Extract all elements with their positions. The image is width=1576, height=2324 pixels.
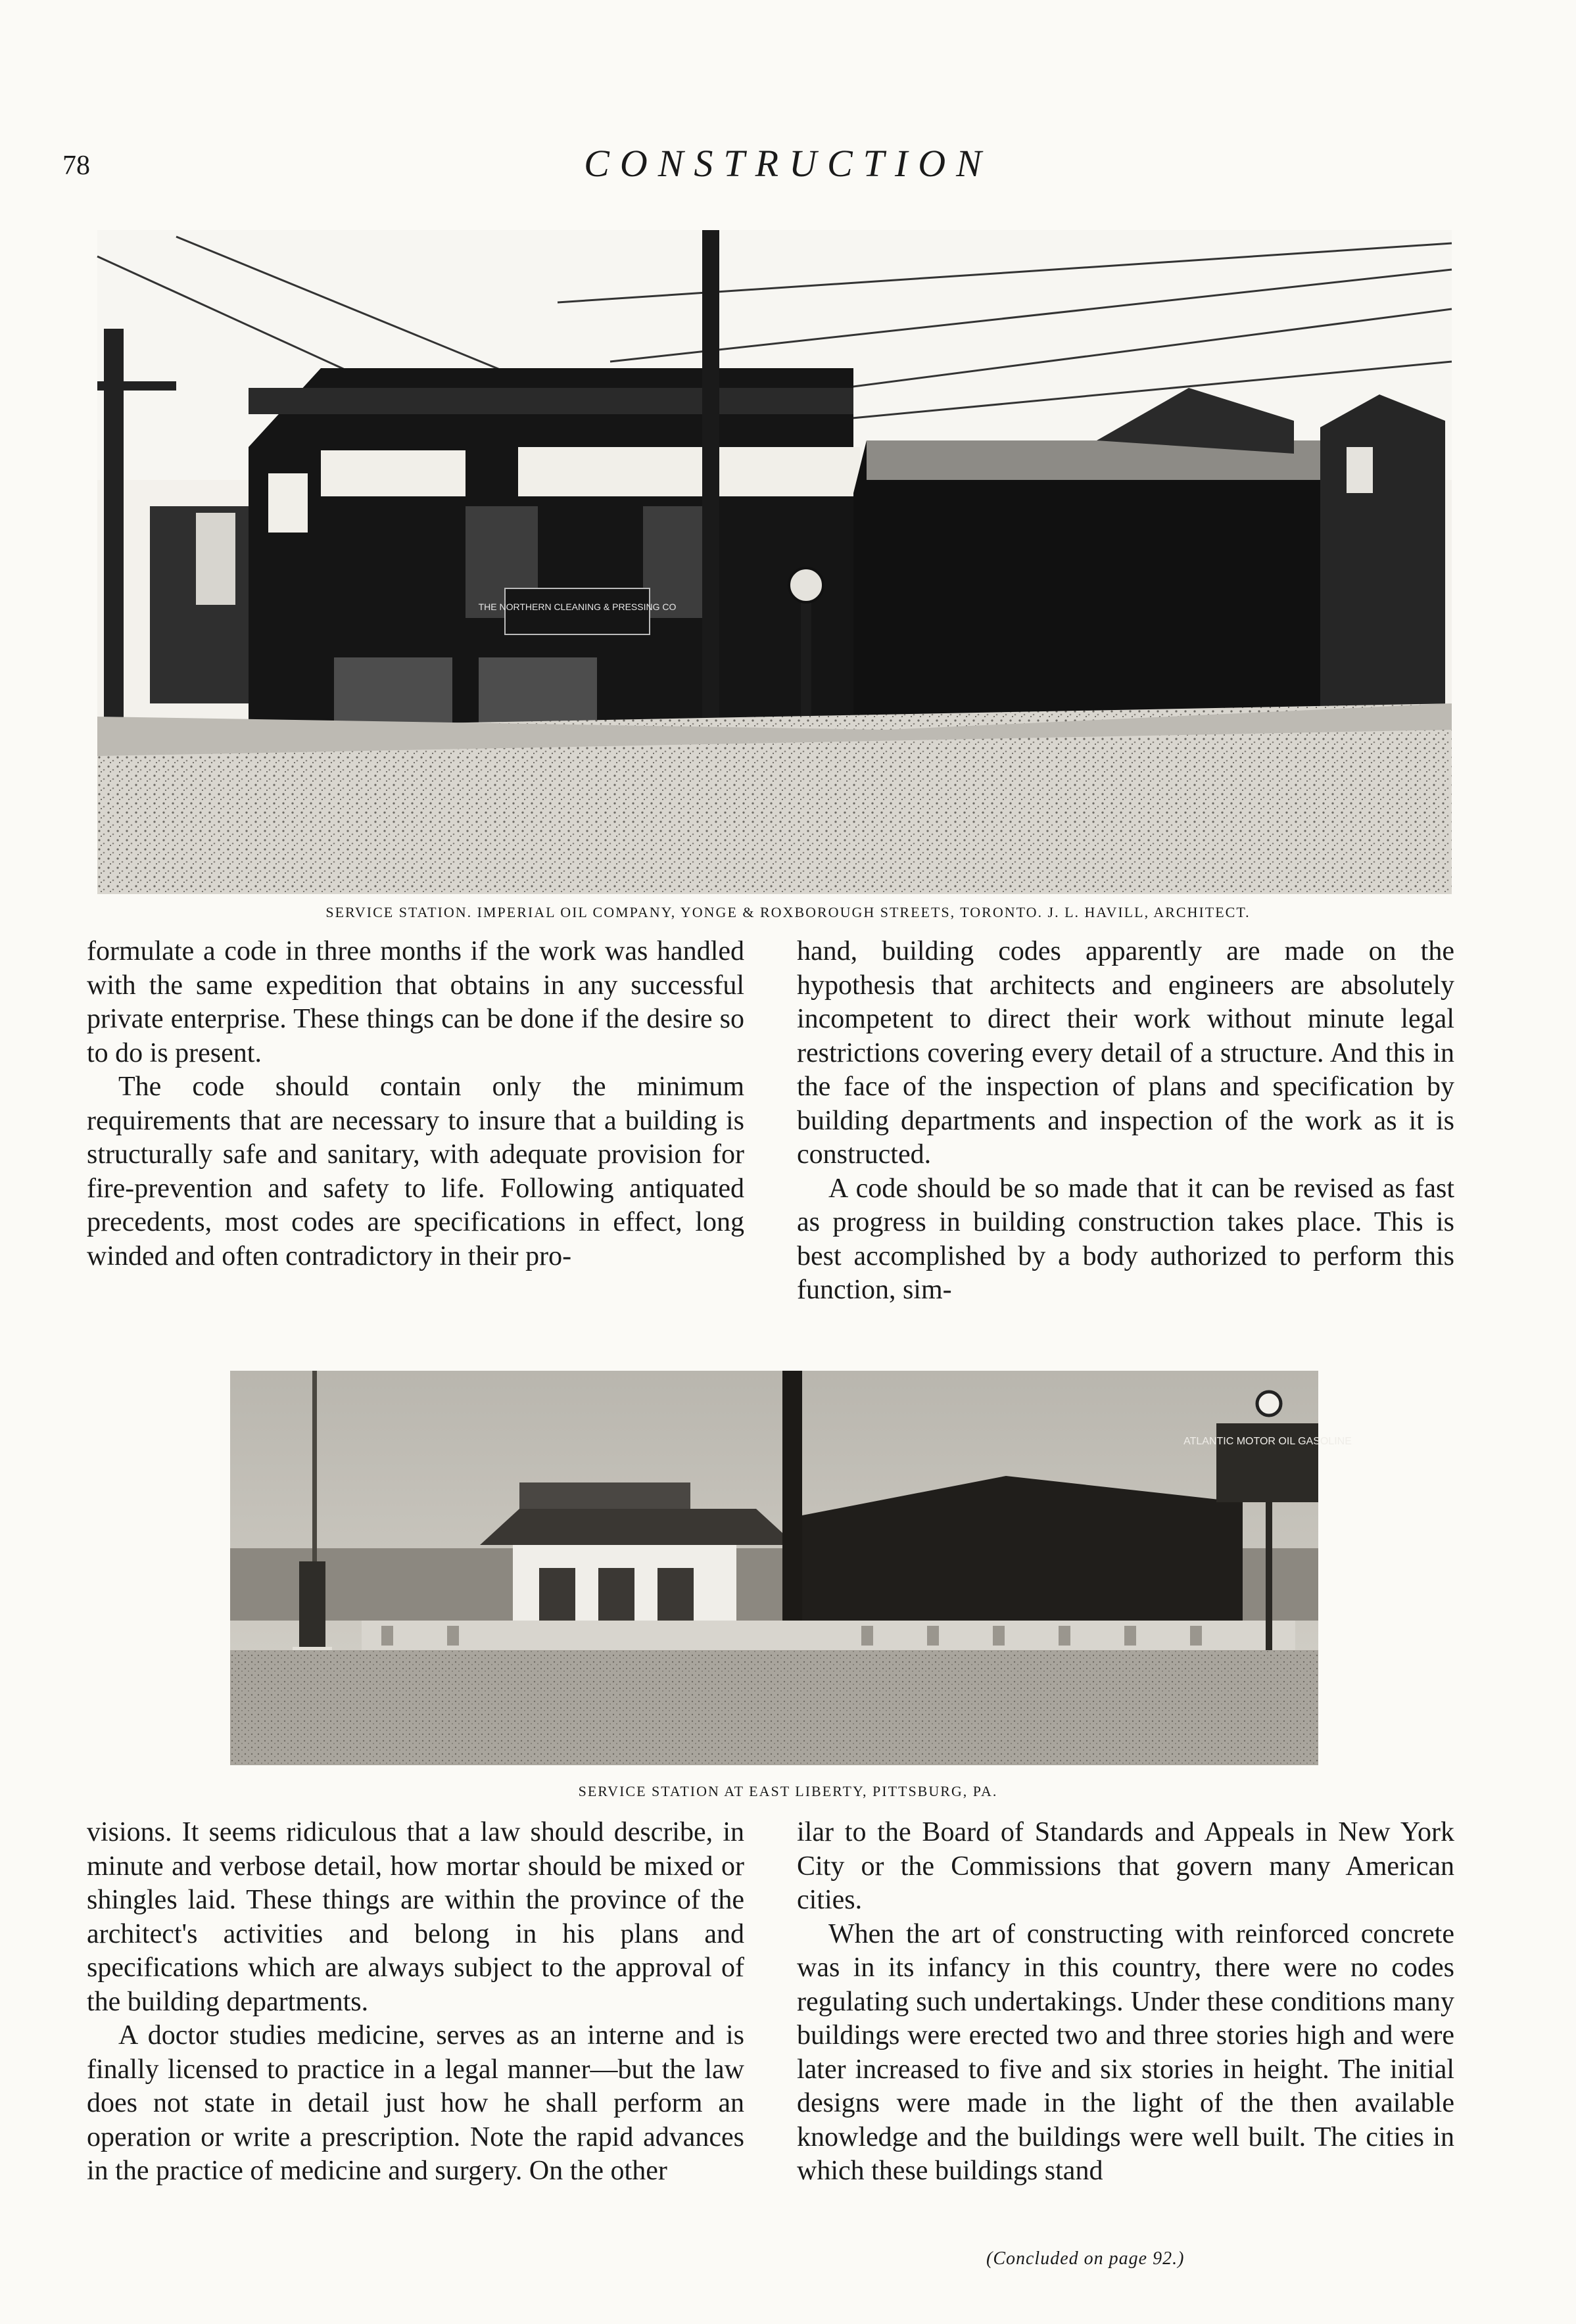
photo-toronto-service-station — [97, 230, 1452, 894]
continuation-note: (Concluded on page 92.) — [986, 2248, 1185, 2269]
figure-caption: SERVICE STATION AT EAST LIBERTY, PITTSBURG, PA. — [578, 1783, 998, 1799]
paragraph: When the art of constructing with reinforced concrete was in its infancy in this country, there were no codes regulating such undertakings. Under these conditions many buildings were erected two and three stories high and were later increased to five and six stories in height. The initial designs were made in the light of the then available knowledge and the buildings were well built. The cities in which these buildings stand — [797, 1918, 1454, 2186]
body-column-left-bottom — [87, 1816, 744, 2189]
paragraph: A code should be so made that it can be revised as fast as progress in building construction takes place. This is best accomplished by a body authorized to perform this function, sim- — [797, 1173, 1454, 1305]
body-column-right-bottom — [797, 1816, 1454, 2189]
page-number: 78 — [62, 151, 90, 181]
paragraph: A doctor studies medicine, serves as an interne and is finally licensed to practice in a legal manner—but the law does not state in detail just how he shall perform an operation or write a prescription. Note the rapid advances in the practice of medicine and surgery. On the other — [87, 2020, 744, 2186]
paragraph: visions. It seems ridiculous that a law should describe, in minute and verbose detail, how mortar should be mixed or shingles laid. These things are within the province of the architect's activities and belong in his plans and specifications which are always subject to the approval of the building departments. — [87, 1817, 744, 2017]
figure-caption: SERVICE STATION. IMPERIAL OIL COMPANY, YONGE & ROXBOROUGH STREETS, TORONTO. J. L. HAVILL, ARCHITECT. — [325, 904, 1251, 920]
cleaners-sign: THE NORTHERN CLEANING & PRESSING CO — [478, 602, 677, 612]
paragraph: formulate a code in three months if the work was handled with the same expedition that obtains in any successful private enterprise. These things can be done if the desire so to do is present. — [87, 936, 744, 1068]
paragraph: hand, building codes apparently are made on the hypothesis that architects and engineers are absolutely incompetent to direct their work without minute legal restrictions covering every detail of a structure. And this in the face of the inspection of plans and specification by building departments and inspection of the work as it is constructed. — [797, 936, 1454, 1170]
body-column-left-top — [87, 935, 744, 1273]
paragraph: ilar to the Board of Standards and Appeals in New York City or the Commissions that govern many American cities. — [797, 1817, 1454, 1915]
journal-title: CONSTRUCTION — [584, 142, 992, 185]
photo-east-liberty-service-station — [230, 1371, 1352, 1765]
paragraph: The code should contain only the minimum requirements that are necessary to insure that a building is structurally safe and sanitary, with adequate provision for fire-prevention and safety to life. Following antiquated precedents, most codes are specifications in effect, long winded and often contradictory in their pro- — [87, 1072, 744, 1271]
atlantic-sign-text: ATLANTIC MOTOR OIL GASOLINE — [1183, 1436, 1352, 1447]
body-column-right-top — [797, 935, 1454, 1308]
